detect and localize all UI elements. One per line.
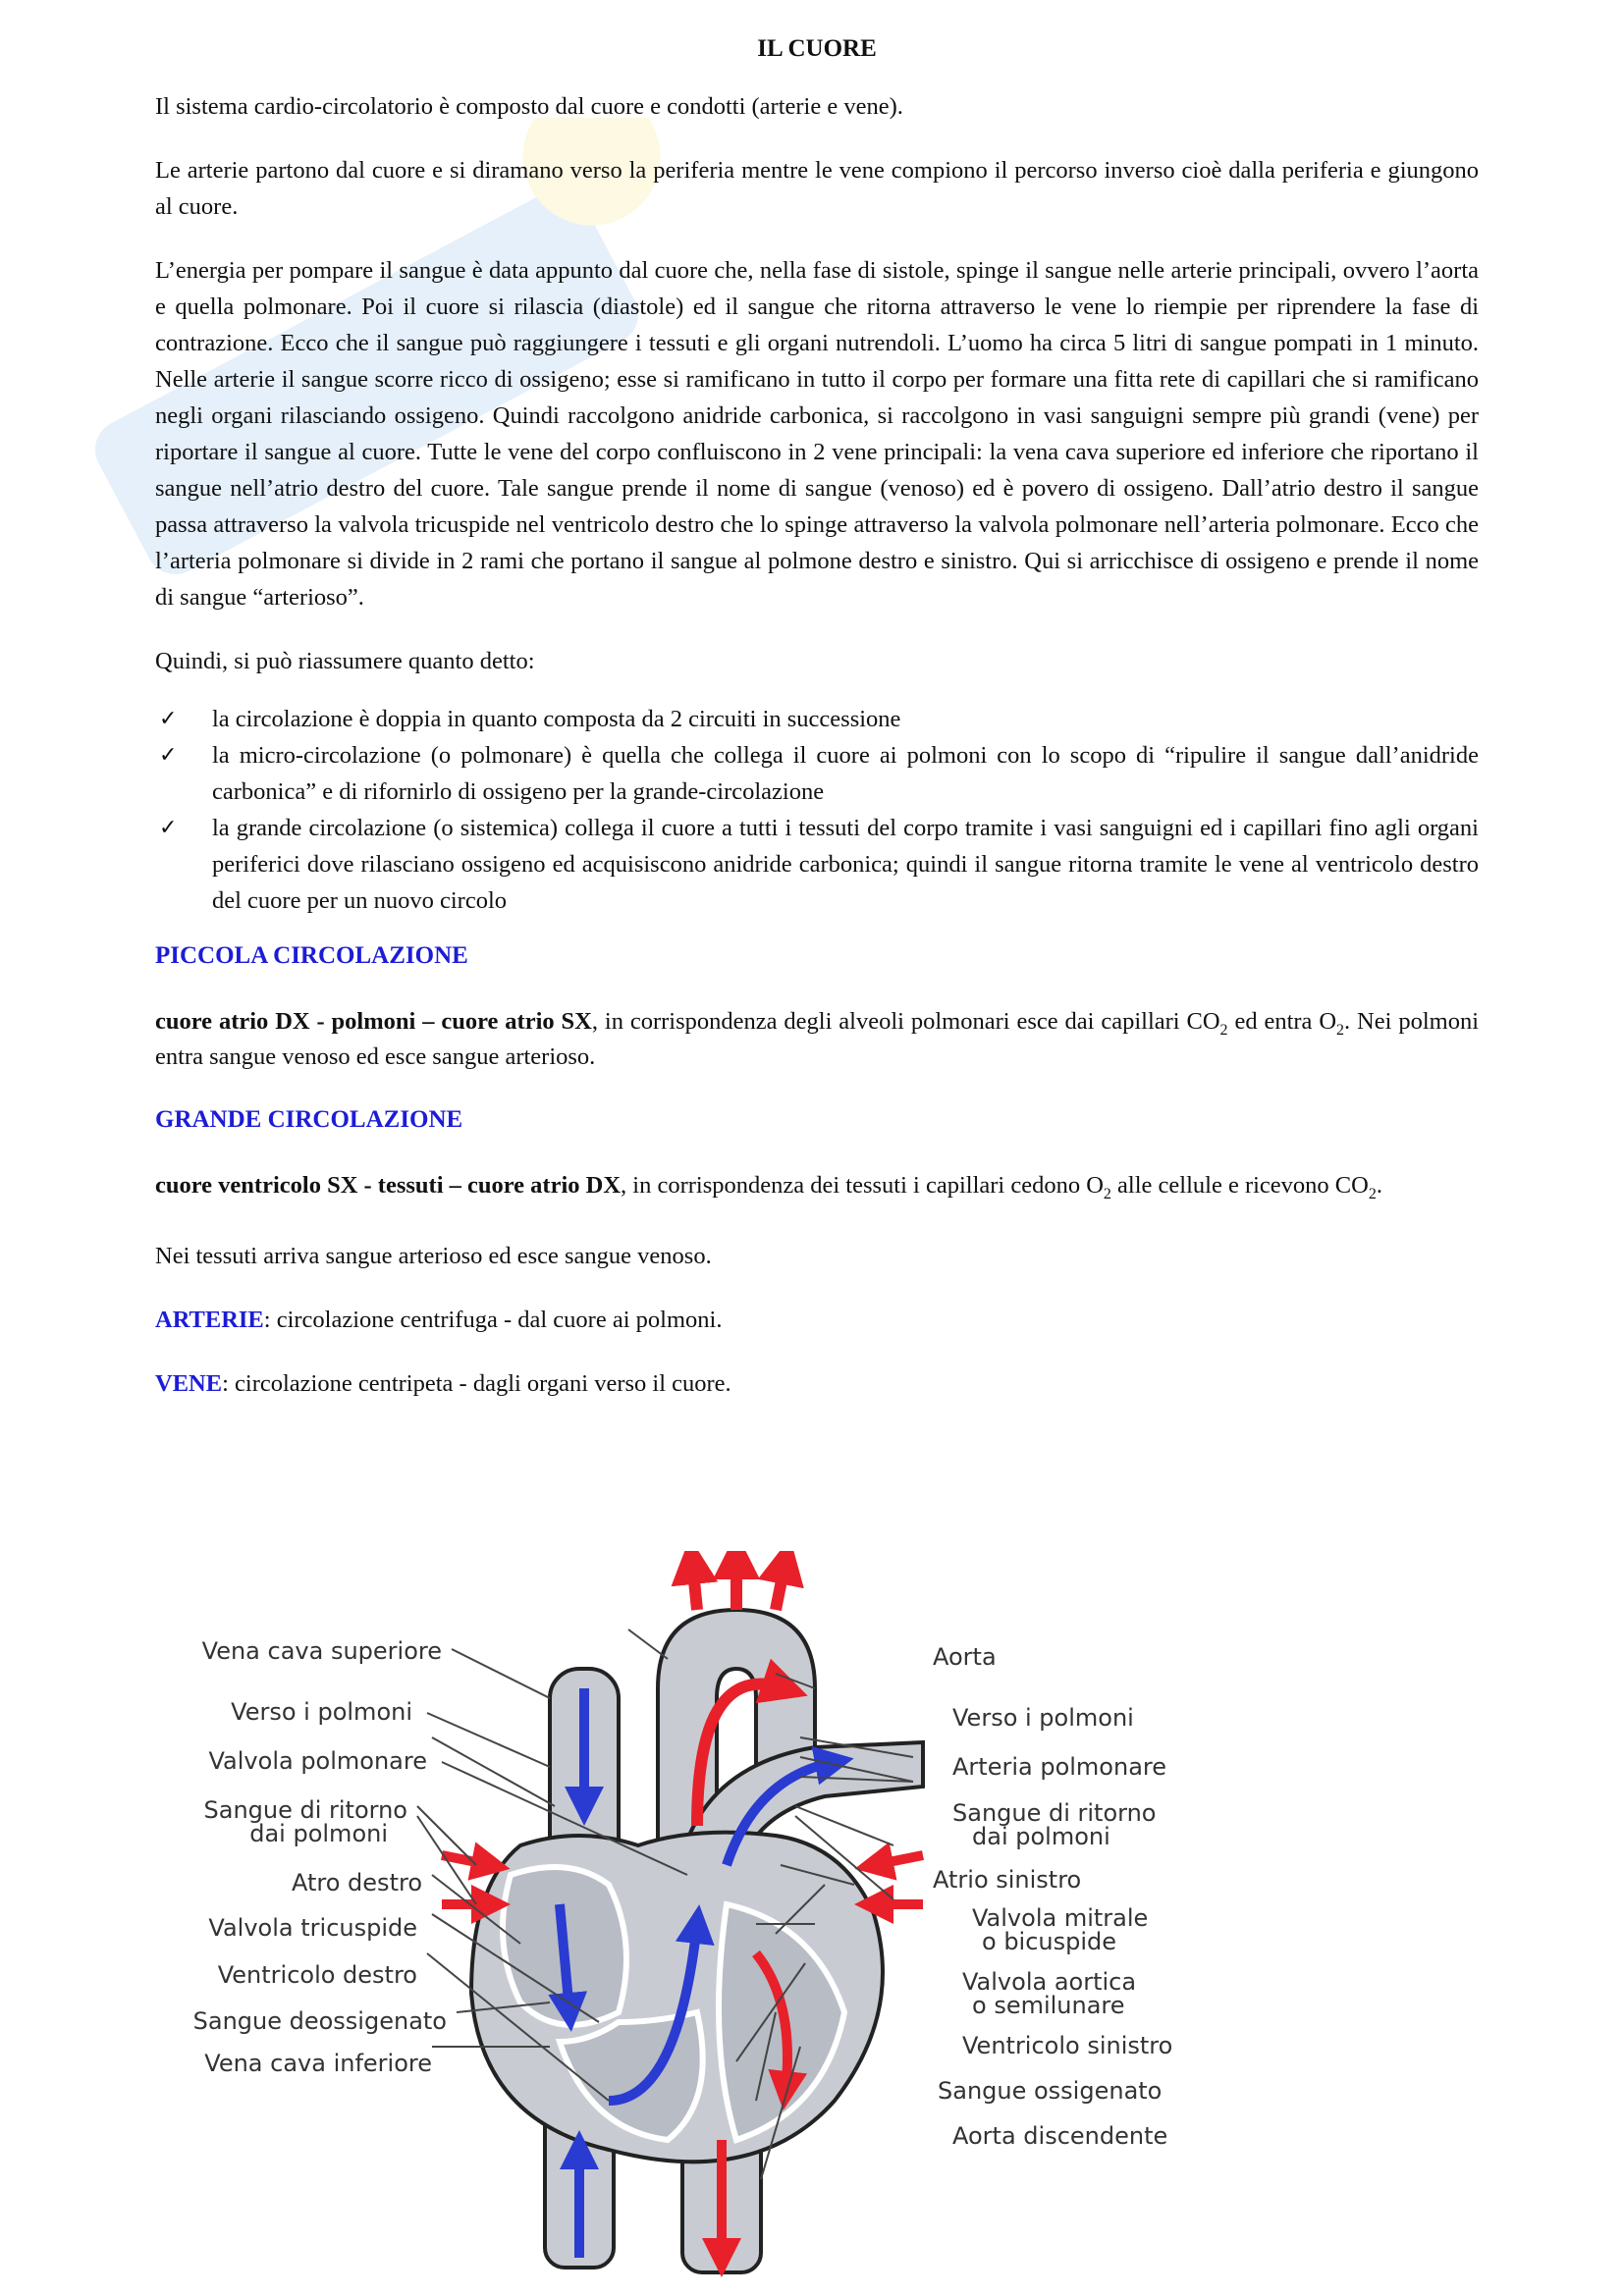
label-verso-polmoni-left: Verso i polmoni — [231, 1698, 412, 1726]
label-verso-polmoni-right: Verso i polmoni — [952, 1704, 1134, 1732]
paragraph-energia: L’energia per pompare il sangue è data appunto dal cuore che, nella fase di sistole, spinge il sangue nelle arterie principali, ovvero l’aorta e quella polmonare. Poi il cuore si rilascia (diastole) ed il sangue che ritorna attraverso le vene lo riempie per riprendere la fase di contrazione. Ecco che il sangue può raggiungere i tessuti e gli organi nutrendoli. L’uomo ha circa 5 litri di sangue pompati in 1 minuto. Nelle arterie il sangue scorre ricco di ossigeno; esse si ramificano in tutto il corpo per formare una fitta rete di capillari che si ramificano negli organi rilasciando ossigeno. Quindi raccolgono anidride carbonica, si raccolgono in vasi sanguigni sempre più grandi (vene) per riportare il sangue al cuore. Tutte le vene del corpo confluiscono in 2 vene principali: la vena cava superiore ed inferiore che riportano il sangue nell’atrio destro del cuore. Tale sangue prende il nome di sangue (venoso) ed è povero di ossigeno. Dall’atrio destro il sangue passa attraverso la valvola tricuspide nel ventricolo destro che lo spinge attraverso la valvola polmonare nell’arteria polmonare. Ecco che l’arteria polmonare si divide in 2 rami che portano il sangue al polmone destro e sinistro. Qui si arricchisce di ossigeno e prende il nome di sangue “arterioso”. — [155, 257, 1479, 611]
label-sangue-ritorno-right-2: dai polmoni — [972, 1823, 1110, 1850]
paragraph-tessuti: Nei tessuti arriva sangue arterioso ed esce sangue venoso. — [155, 1243, 712, 1269]
label-sangue-ossigenato: Sangue ossigenato — [938, 2077, 1163, 2105]
heading-piccola-circolazione: PICCOLA CIRCOLAZIONE — [155, 942, 468, 969]
label-sangue-ritorno-left-1: Sangue di ritorno — [203, 1796, 407, 1824]
list-item: ✓ la circolazione è doppia in quanto composta da 2 circuiti in successione — [155, 701, 1479, 737]
label-ventricolo-destro: Ventricolo destro — [217, 1961, 417, 1989]
label-valvola-tricuspide: Valvola tricuspide — [208, 1914, 417, 1942]
checkmark-icon: ✓ — [159, 816, 178, 840]
label-sangue-deossigenato: Sangue deossigenato — [192, 2007, 447, 2035]
label-aorta-discendente: Aorta discendente — [952, 2122, 1168, 2150]
label-sangue-ritorno-right-1: Sangue di ritorno — [952, 1799, 1157, 1827]
label-vena-cava-inferiore: Vena cava inferiore — [204, 2050, 432, 2077]
lung-return-arrow-right-1 — [874, 1855, 923, 1865]
label-valvola-mitrale-2: o bicuspide — [982, 1928, 1117, 1955]
list-item: ✓ la grande circolazione (o sistemica) collega il cuore a tutti i tessuti del corpo tramite i vasi sanguigni ed i capillari fino agli organi periferici dove rilasciano ossigeno ed acquisiscono anidride carbonica; quindi il sangue ritorna tramite le vene al ventricolo destro del cuore per un nuovo circolo — [155, 810, 1479, 919]
label-ventricolo-sinistro: Ventricolo sinistro — [962, 2032, 1173, 2059]
label-atrio-destro: Atro destro — [292, 1869, 422, 1896]
summary-checklist — [155, 701, 1479, 919]
label-atrio-sinistro: Atrio sinistro — [933, 1866, 1082, 1894]
label-valvola-aortica-2: o semilunare — [972, 1992, 1125, 2019]
paragraph-intro: Il sistema cardio-circolatorio è composto dal cuore e condotti (arterie e vene). — [155, 93, 903, 120]
heart-diagram — [147, 1551, 1247, 2277]
up-arrow-1 — [692, 1561, 697, 1610]
paragraph-riassunto: Quindi, si può riassumere quanto detto: — [155, 648, 535, 674]
label-sangue-ritorno-left-2: dai polmoni — [249, 1820, 388, 1847]
list-item: ✓ la micro-circolazione (o polmonare) è quella che collega il cuore ai polmoni con lo scopo di “ripulire il sangue dall’anidride carbonica” e di rifornirlo di ossigeno per la grande-circolazione — [155, 737, 1479, 810]
checkmark-icon: ✓ — [159, 707, 178, 731]
label-vena-cava-superiore: Vena cava superiore — [201, 1637, 442, 1665]
label-arteria-polmonare: Arteria polmonare — [952, 1753, 1167, 1781]
page-title: IL CUORE — [757, 35, 877, 62]
paragraph-piccola: cuore atrio DX - polmoni – cuore atrio SX, in corrispondenza degli alveoli polmonari esce dai capillari $CO_2$ ed entra $O_2$. Nei polmoni entra sangue venoso ed esce sangue arterioso. — [155, 1008, 1479, 1070]
heading-grande-circolazione: GRANDE CIRCOLAZIONE — [155, 1106, 463, 1133]
label-valvola-polmonare: Valvola polmonare — [208, 1747, 427, 1775]
paragraph-vene: VENE: circolazione centripeta - dagli organi verso il cuore. — [155, 1370, 731, 1397]
right-labels — [933, 1643, 1172, 2150]
label-valvola-aortica-1: Valvola aortica — [962, 1968, 1137, 1996]
document-page — [155, 35, 1479, 1429]
label-aorta: Aorta — [933, 1643, 997, 1671]
up-arrow-3 — [776, 1561, 785, 1610]
checkmark-icon: ✓ — [159, 743, 178, 768]
left-labels — [193, 1637, 447, 2077]
label-valvola-mitrale-1: Valvola mitrale — [972, 1904, 1149, 1932]
paragraph-grande: cuore ventricolo SX - tessuti – cuore atrio DX, in corrispondenza dei tessuti i capillari cedono $O_2$ alle cellule e ricevono $CO_2$. — [155, 1172, 1382, 1202]
paragraph-arterie-vene: Le arterie partono dal cuore e si diramano verso la periferia mentre le vene compiono il percorso inverso cioè dalla periferia e giungono al cuore. — [155, 157, 1479, 220]
paragraph-arterie: ARTERIE: circolazione centrifuga - dal cuore ai polmoni. — [155, 1307, 723, 1333]
